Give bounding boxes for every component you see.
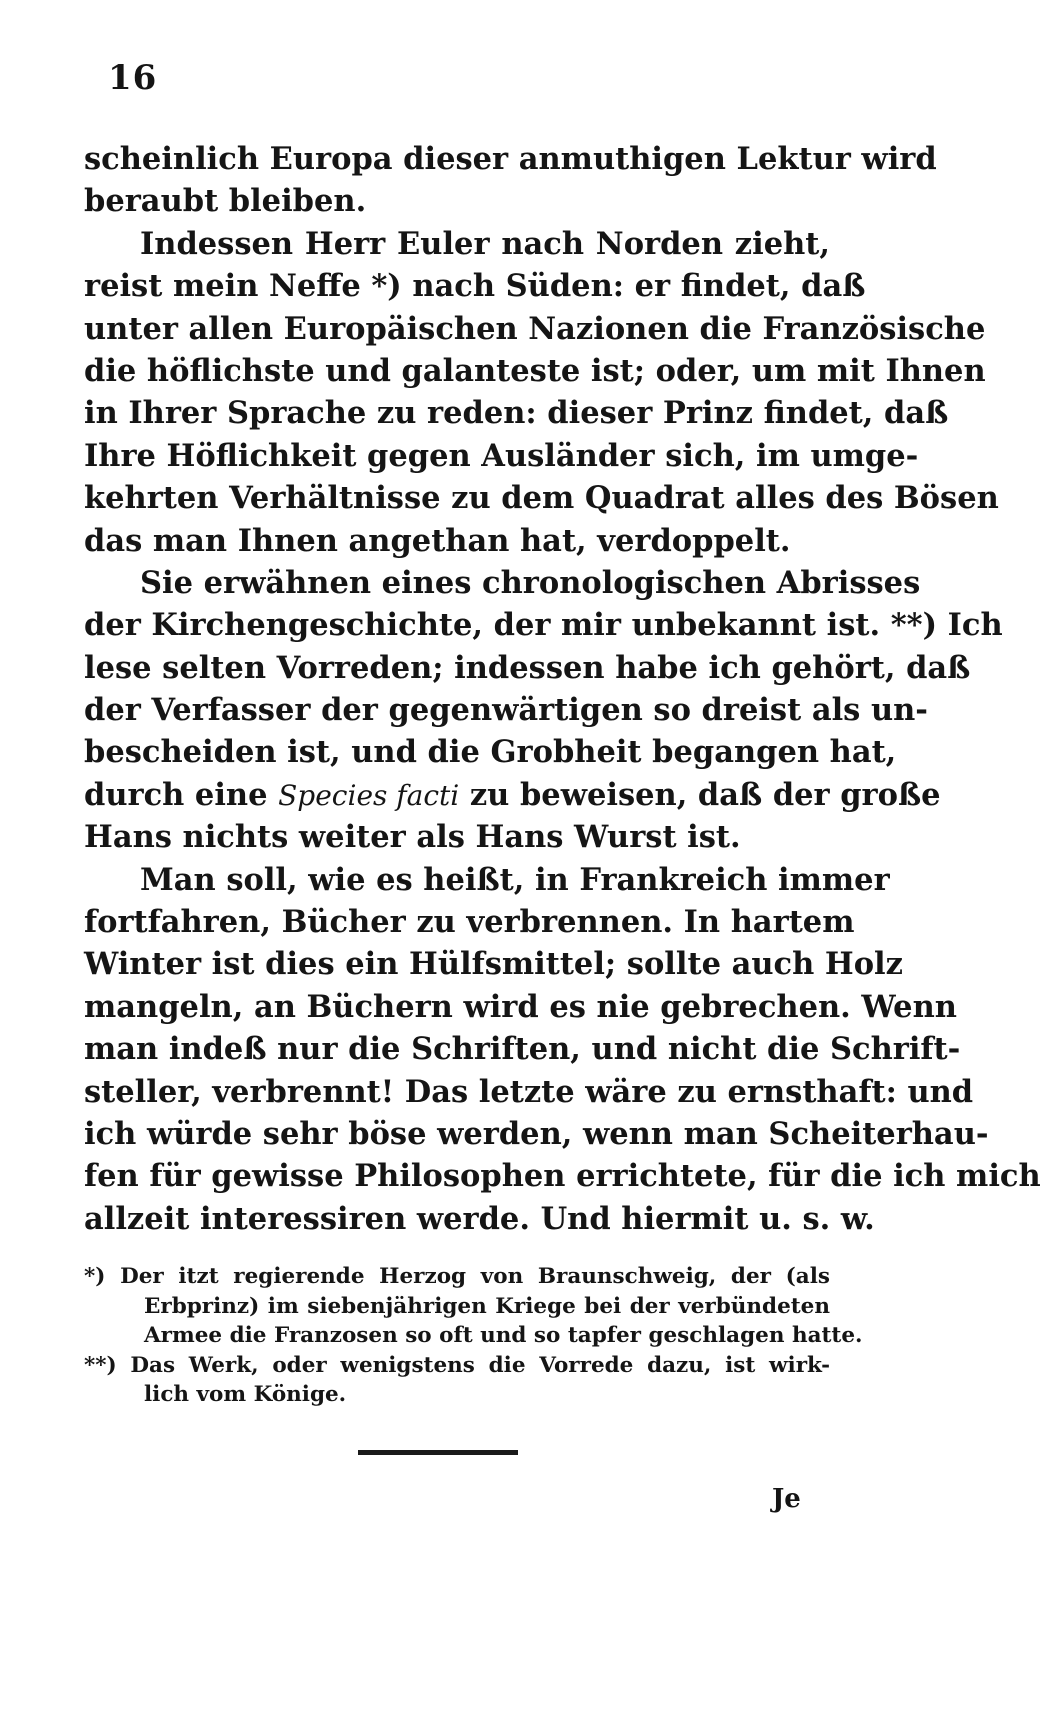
page-number: 16: [108, 58, 158, 98]
text-line: kehrten Verhältnisse zu dem Quadrat alles des Bösen: [84, 480, 999, 517]
section-divider: [358, 1450, 518, 1455]
text-line: lese selten Vorreden; indessen habe ich gehört, daß: [84, 649, 971, 686]
text-line: man indeß nur die Schriften, und nicht die Schrift-: [84, 1031, 961, 1068]
paragraph-start-line: Sie erwähnen eines chronologischen Abrisses: [140, 564, 921, 601]
catchword: Je: [772, 1484, 801, 1514]
text-segment: zu beweisen, daß der große: [459, 776, 941, 813]
footnote-line: **) Das Werk, oder wenigstens die Vorrede dazu, ist wirk-: [84, 1352, 830, 1378]
text-line: fortfahren, Bücher zu verbrennen. In hartem: [84, 904, 855, 941]
text-line: ich würde sehr böse werden, wenn man Scheiterhau-: [84, 1115, 989, 1152]
paragraph-start-line: Indessen Herr Euler nach Norden zieht,: [140, 225, 830, 262]
footnote-line: Erbprinz) im siebenjährigen Kriege bei der verbündeten: [144, 1293, 830, 1319]
footnotes: [84, 1262, 863, 1410]
text-line: reist mein Neffe *) nach Süden: er findet, daß: [84, 268, 866, 305]
text-line: mangeln, an Büchern wird es nie gebrechen. Wenn: [84, 988, 957, 1025]
text-segment: durch eine: [84, 776, 279, 813]
text-line: beraubt bleiben.: [84, 183, 367, 220]
text-line: steller, verbrennt! Das letzte wäre zu ernsthaft: und: [84, 1073, 974, 1110]
text-line: allzeit interessiren werde. Und hiermit u. s. w.: [84, 1200, 875, 1237]
latin-phrase: Species facti: [278, 778, 460, 812]
text-line: scheinlich Europa dieser anmuthigen Lektur wird: [84, 141, 937, 177]
text-line: unter allen Europäischen Nazionen die Französische: [84, 310, 986, 347]
footnote-line: *) Der itzt regierende Herzog von Braunschweig, der (als: [84, 1264, 830, 1289]
footnote-line: lich vom Könige.: [144, 1382, 347, 1408]
footnote-line: Armee die Franzosen so oft und so tapfer geschlagen hatte.: [144, 1323, 863, 1349]
text-line: der Verfasser der gegenwärtigen so dreist als un-: [84, 692, 928, 729]
text-line: das man Ihnen angethan hat, verdoppelt.: [84, 522, 791, 559]
text-line: bescheiden ist, und die Grobheit begangen hat,: [84, 734, 897, 771]
text-line: in Ihrer Sprache zu reden: dieser Prinz findet, daß: [84, 395, 949, 432]
text-line: die höflichste und galanteste ist; oder, um mit Ihnen: [84, 352, 986, 389]
text-line: [84, 774, 941, 816]
text-line: Winter ist dies ein Hülfsmittel; sollte auch Holz: [84, 946, 903, 983]
body-text: [84, 138, 1041, 1240]
text-line: Ihre Höflichkeit gegen Ausländer sich, im umge-: [84, 437, 919, 474]
text-line: der Kirchengeschichte, der mir unbekannt ist. **) Ich: [84, 607, 1003, 644]
text-line: Hans nichts weiter als Hans Wurst ist.: [84, 819, 741, 856]
paragraph-start-line: Man soll, wie es heißt, in Frankreich immer: [140, 861, 890, 898]
text-line: fen für gewisse Philosophen errichtete, für die ich mich: [84, 1158, 1041, 1195]
